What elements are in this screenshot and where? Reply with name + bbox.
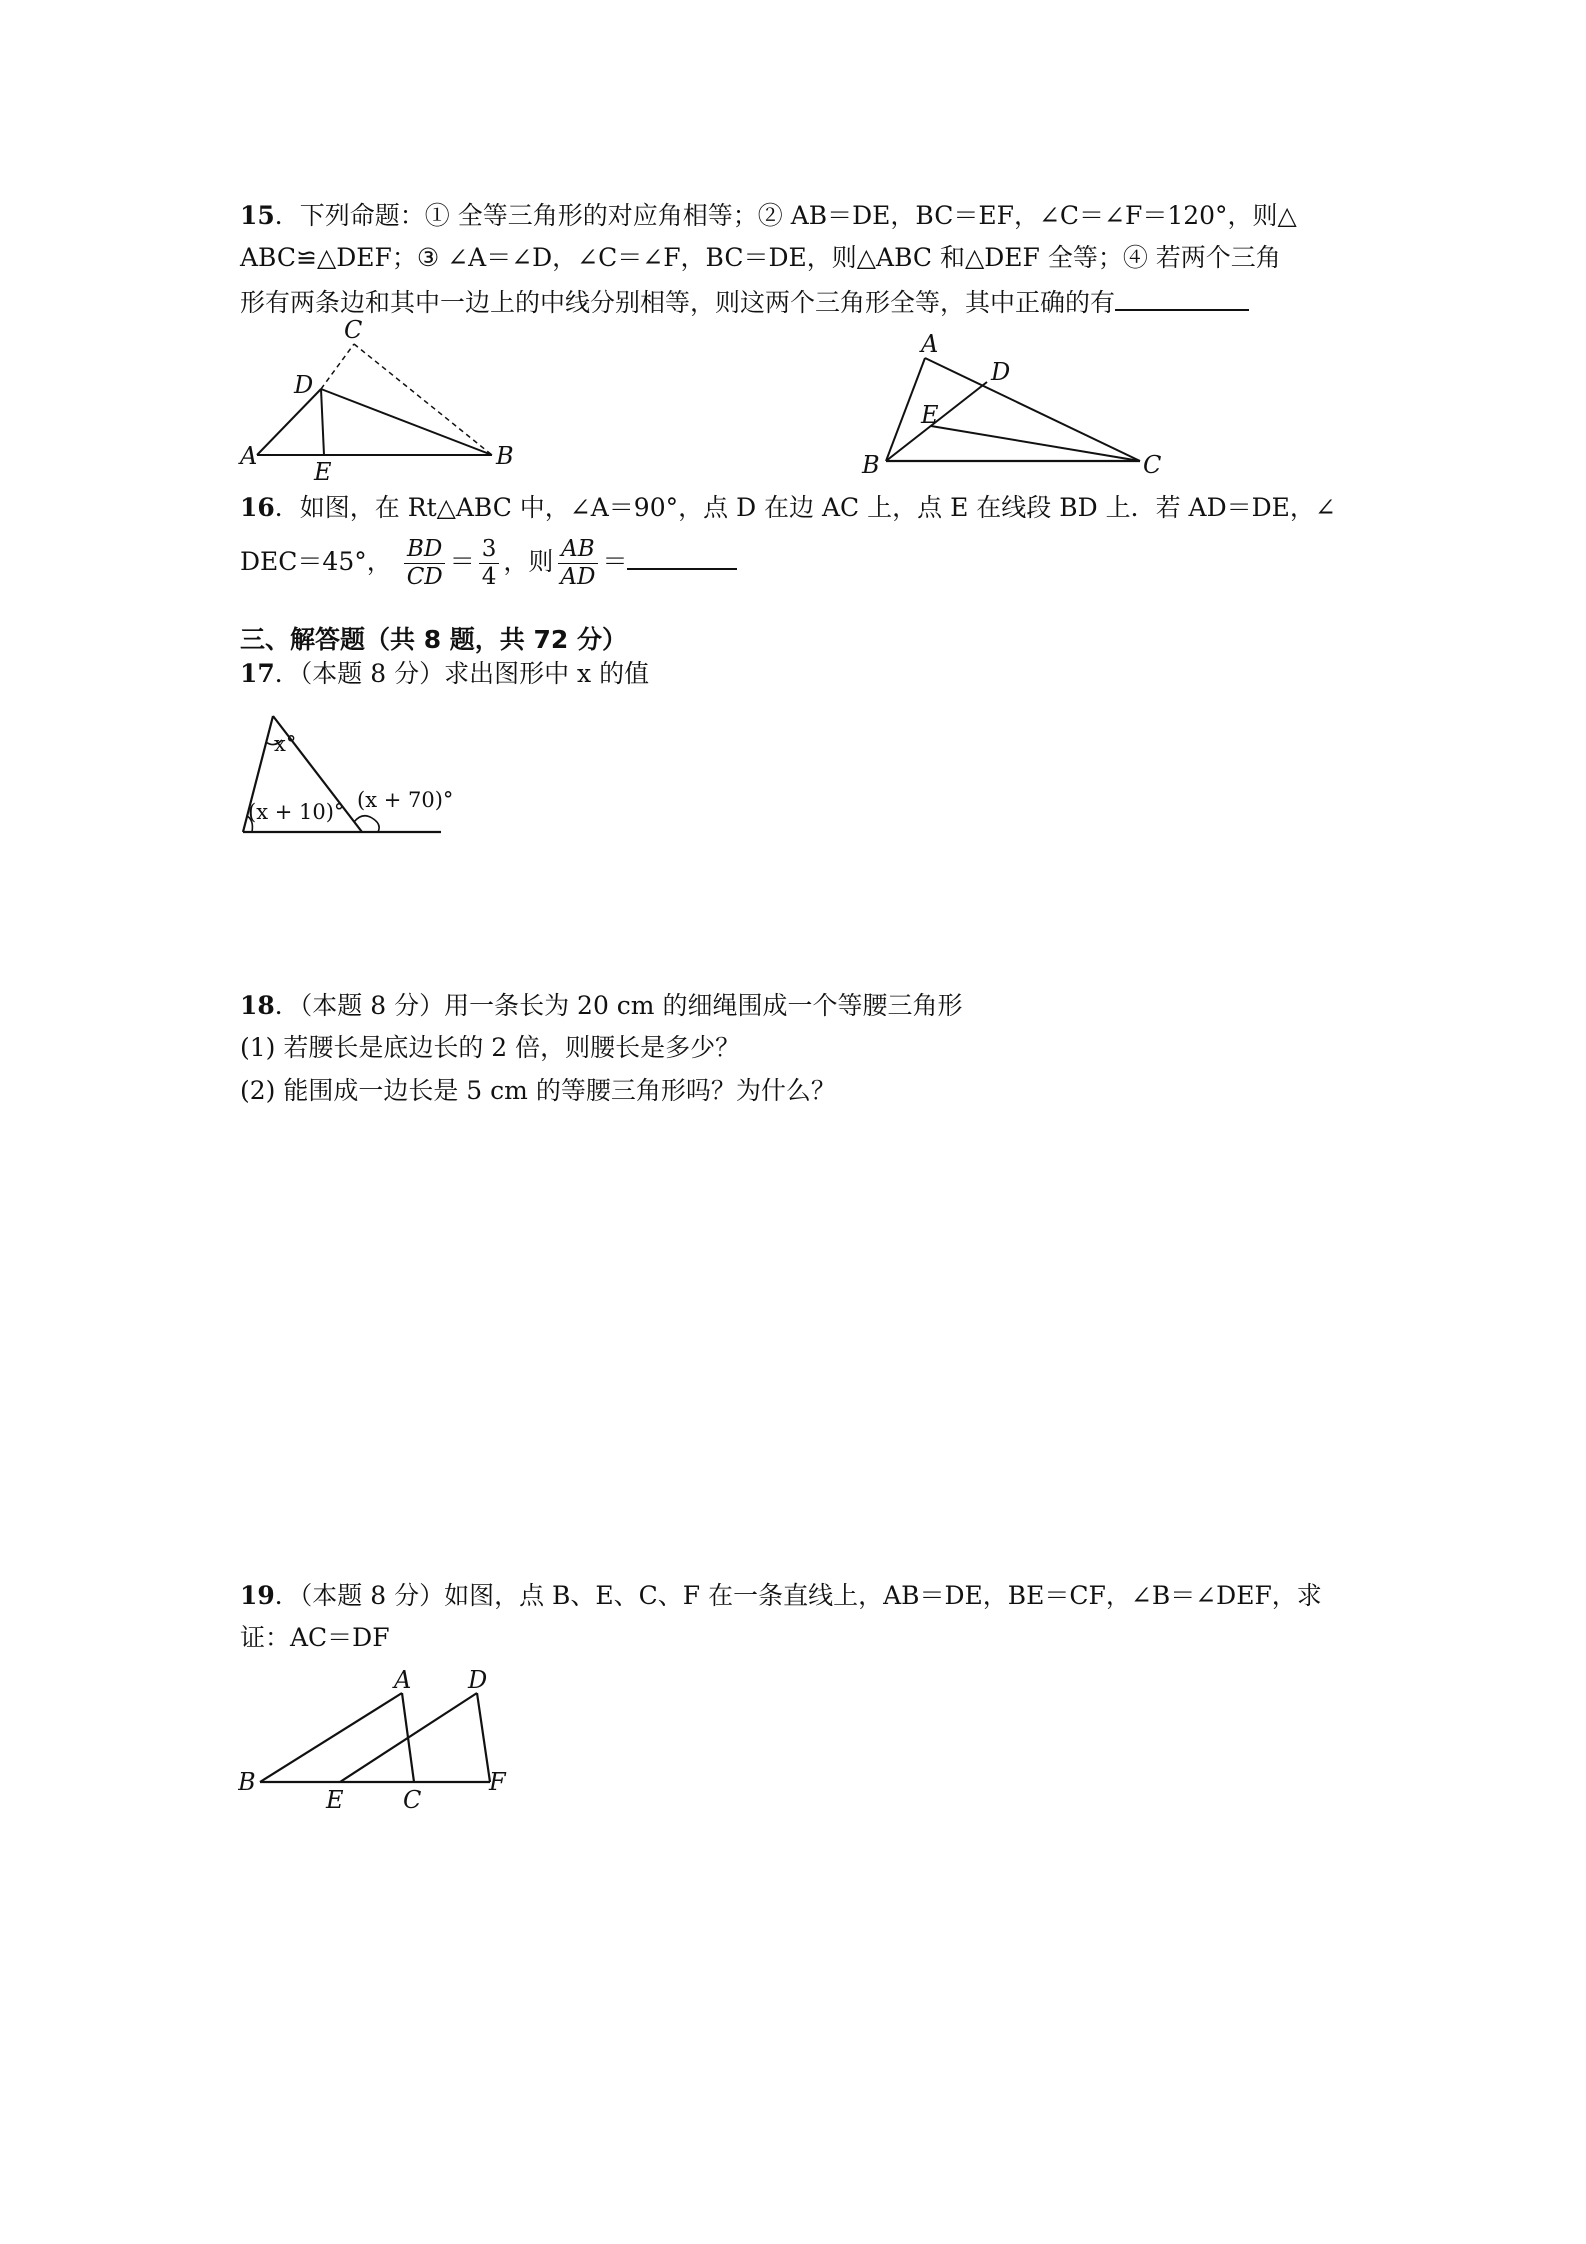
q16-answer-blank: [627, 552, 737, 570]
q15-answer-blank: [1115, 287, 1249, 311]
q17-label-x-plus-70: (x + 70)°: [357, 788, 454, 812]
q17-line: [240, 661, 649, 686]
q16-frac1-denominator: CD: [406, 564, 443, 590]
q15-line-1: [240, 203, 1297, 228]
q16-frac3-denominator: AD: [560, 564, 596, 590]
q19-label-e: E: [326, 1786, 344, 1814]
q19-label-f: F: [489, 1768, 506, 1796]
q18-text: ．（本题 8 分）用一条长为 20 cm 的细绳围成一个等腰三角形: [274, 991, 963, 1020]
q15-text-2: ABC≌△DEF；③ ∠A＝∠D，∠C＝∠F，BC＝DE，则△ABC 和△DEF 全等；④ 若两个三角: [240, 243, 1281, 272]
q19-figure: [238, 1660, 518, 1815]
q19-label-b: B: [238, 1768, 256, 1796]
q17-label-x: x°: [274, 732, 297, 756]
q15-figure-right: [855, 333, 1175, 481]
q17-text: ．（本题 8 分）求出图形中 x 的值: [274, 659, 650, 688]
q16-frac2-denominator: 4: [481, 564, 497, 590]
q15-f2-label-c: C: [1143, 451, 1162, 479]
q16-fraction-bd-cd: [404, 538, 446, 589]
q16-frac1-numerator: BD: [404, 538, 445, 564]
q19-number: 19: [240, 1581, 275, 1610]
q19-text-1: ．（本题 8 分）如图，点 B、E、C、F 在一条直线上，AB＝DE，BE＝CF，∠B＝∠DEF，求: [274, 1581, 1322, 1610]
q17-number: 17: [240, 659, 275, 688]
q15-number: 15: [240, 201, 275, 230]
q15-f1-label-c: C: [344, 318, 363, 344]
q16-text-1: ．如图，在 Rt△ABC 中，∠A＝90°，点 D 在边 AC 上，点 E 在线段 BD 上．若 AD＝DE，∠: [274, 493, 1336, 522]
q16-text-2-prefix: DEC＝45°，: [240, 547, 392, 576]
q15-f1-label-b: B: [496, 442, 514, 470]
q16-fraction-3-4: [479, 538, 500, 589]
q15-f1-label-e: E: [314, 458, 332, 483]
q19-line-1: [240, 1583, 1322, 1608]
q16-equals: ＝: [449, 547, 475, 576]
q15-line-2: [240, 245, 1281, 270]
q19-label-a: A: [394, 1666, 412, 1694]
q16-number: 16: [240, 493, 275, 522]
q15-f2-label-a: A: [921, 333, 939, 358]
q18-number: 18: [240, 991, 275, 1020]
q18-line: [240, 993, 962, 1018]
q15-text-3: 形有两条边和其中一边上的中线分别相等，则这两个三角形全等，其中正确的有: [240, 288, 1116, 317]
q19-line-2: 证：AC＝DF: [240, 1623, 390, 1652]
q18-part-2: (2) 能围成一边长是 5 cm 的等腰三角形吗？为什么？: [240, 1076, 836, 1105]
q16-frac3-numerator: AB: [558, 538, 598, 564]
q16-fraction-ab-ad: [557, 538, 598, 589]
q17-label-x-plus-10: (x + 10)°: [248, 800, 345, 824]
q15-f1-label-a: A: [240, 442, 258, 470]
q19-label-c: C: [403, 1786, 422, 1814]
q16-equals-2: ＝: [602, 547, 628, 576]
q16-line-1: [240, 495, 1336, 520]
q15-f1-label-d: D: [294, 371, 314, 399]
q15-f2-label-b: B: [862, 451, 880, 479]
q17-figure: [238, 700, 488, 840]
q15-text-1: ．下列命题：① 全等三角形的对应角相等；② AB＝DE，BC＝EF，∠C＝∠F＝120°，则△: [274, 201, 1297, 230]
q15-figure-left: [238, 318, 528, 483]
q15-f2-label-d: D: [991, 358, 1011, 386]
q15-line-3: [240, 287, 1249, 315]
q15-f2-label-e: E: [921, 401, 939, 429]
q16-then: ，则: [503, 547, 554, 576]
section-3-heading: 三、解答题（共 8 题，共 72 分）: [240, 625, 628, 654]
q16-line-2: [240, 538, 737, 589]
q18-part-1: (1) 若腰长是底边长的 2 倍，则腰长是多少？: [240, 1033, 741, 1062]
q16-frac2-numerator: 3: [479, 538, 500, 564]
q19-label-d: D: [468, 1666, 488, 1694]
